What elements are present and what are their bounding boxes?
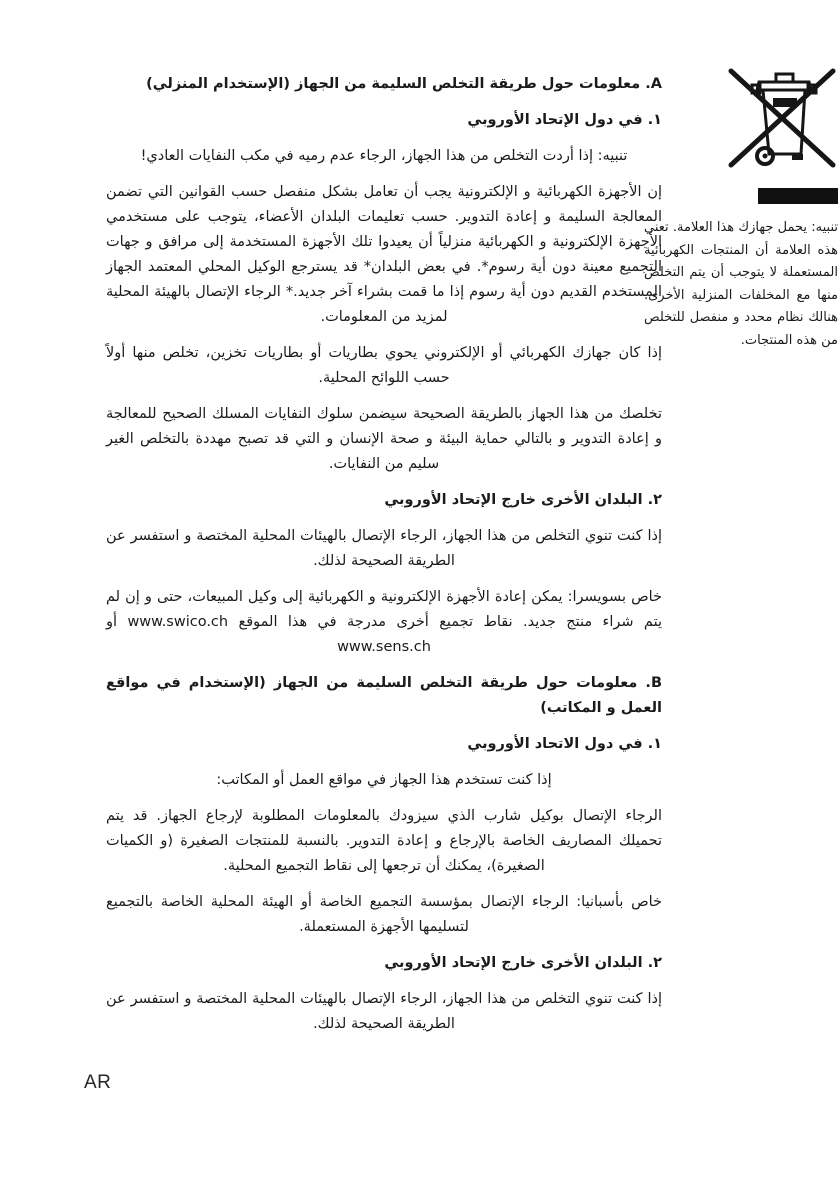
weee-icon-wrap — [726, 66, 838, 174]
disposal-warning-paragraph: تنبيه: إذا أردت التخلص من هذا الجهاز، الرجاء عدم رميه في مكب النفايات العادي! — [140, 148, 628, 164]
sidebar-note: تنبيه: يحمل جهازك هذا العلامة. تعني هذه العلامة أن المنتجات الكهربائية المستعملة لا يتوجب أن يتم التخلص منها مع المخلفات المنزلية الأخرى. هنالك نظام محدد و منفصل للتخلص من هذه المنتجات. — [644, 220, 838, 348]
batteries-paragraph: إذا كان جهازك الكهربائي أو الإلكتروني يحوي بطاريات أو بطاريات تخزين، تخلص منها أولاً حسب اللوائح المحلية. — [106, 345, 662, 386]
non-eu-contact-paragraph: إذا كنت تنوي التخلص من هذا الجهاز، الرجاء الإتصال بالهيئات المحلية المختصة و استفسر عن الطريقة الصحيحة لذلك. — [106, 528, 662, 569]
section-b-non-eu-subheading: ٢. البلدان الأخرى خارج الإتحاد الأوروبي — [384, 955, 662, 971]
business-use-paragraph: إذا كنت تستخدم هذا الجهاز في مواقع العمل أو المكاتب: — [216, 772, 552, 788]
section-a-eu-subheading: ١. في دول الإتحاد الأوروبي — [467, 112, 662, 128]
black-bar — [758, 188, 838, 204]
weee-crossed-out-wheelie-bin-icon — [726, 66, 838, 170]
section-a-non-eu-subheading: ٢. البلدان الأخرى خارج الإتحاد الأوروبي — [384, 492, 662, 508]
eu-disposal-rules-paragraph: إن الأجهزة الكهربائية و الإلكترونية يجب أن تعامل بشكل منفصل حسب القوانين التي تضمن المعالجة السليمة و إعادة التدوير. حسب تعليمات البلدان الأعضاء، يتوجب على مستخدمي الأجهزة الإلكترونية و الكهربائية منزلياً أن يعيدوا تلك الأجهزة المستخدمة إلى مرافق و جهات التجميع معينة دون أية رسوم*. في بعض البلدان* قد يسترجع الوكيل المحلي المعتمد الجهاز المستخدم القديم دون أية رسوم إذا ما قمت بشراء آخر جديد.* الرجاء الإتصال بالهيئة المحلية لمزيد من المعلومات. — [106, 184, 662, 325]
section-b-eu-subheading: ١. في دول الاتحاد الأوروبي — [467, 736, 662, 752]
spain-paragraph: خاص بأسبانيا: الرجاء الإتصال بمؤسسة التجميع الخاصة أو الهيئة المحلية الخاصة بالتجميع لتسليمها الأجهزة المستعملة. — [106, 894, 662, 935]
section-b-heading: B. معلومات حول طريقة التخلص السليمة من الجهاز (الإستخدام في مواقع العمل و المكاتب) — [106, 675, 662, 716]
sharp-dealer-paragraph: الرجاء الإتصال بوكيل شارب الذي سيزودك بالمعلومات المطلوبة لإرجاع الجهاز. قد يتم تحميلك المصاريف الخاصة بالإرجاع و إعادة التدوير. بالنسبة للمنتجات الصغيرة (و الكميات الصغيرة)، يمكنك أن ترجعها إلى نقاط التجميع المحلية. — [106, 808, 662, 874]
weee-sidebar — [644, 62, 838, 352]
page-language-code: AR — [84, 1072, 112, 1093]
switzerland-paragraph: خاص بسويسرا: يمكن إعادة الأجهزة الإلكترونية و الكهربائية إلى وكيل المبيعات، حتى و إن لم يتم شراء منتج جديد. نقاط تجميع أخرى مدرجة في هذا الموقع www.swico.ch أو www.sens.ch — [106, 589, 662, 655]
non-eu-contact-paragraph-2: إذا كنت تنوي التخلص من هذا الجهاز، الرجاء الإتصال بالهيئات المحلية المختصة و استفسر عن الطريقة الصحيحة لذلك. — [106, 991, 662, 1032]
main-text-column — [106, 72, 662, 1048]
correct-disposal-paragraph: تخلصك من هذا الجهاز بالطريقة الصحيحة سيضمن سلوك النفايات المسلك الصحيح للمعالجة و إعادة التدوير و بالتالي حماية البيئة و صحة الإنسان و التي قد تصبح مهددة بالتخلص الغير سليم من النفايات. — [106, 406, 662, 472]
section-a-heading: A. معلومات حول طريقة التخلص السليمة من الجهاز (الإستخدام المنزلي) — [146, 76, 662, 92]
